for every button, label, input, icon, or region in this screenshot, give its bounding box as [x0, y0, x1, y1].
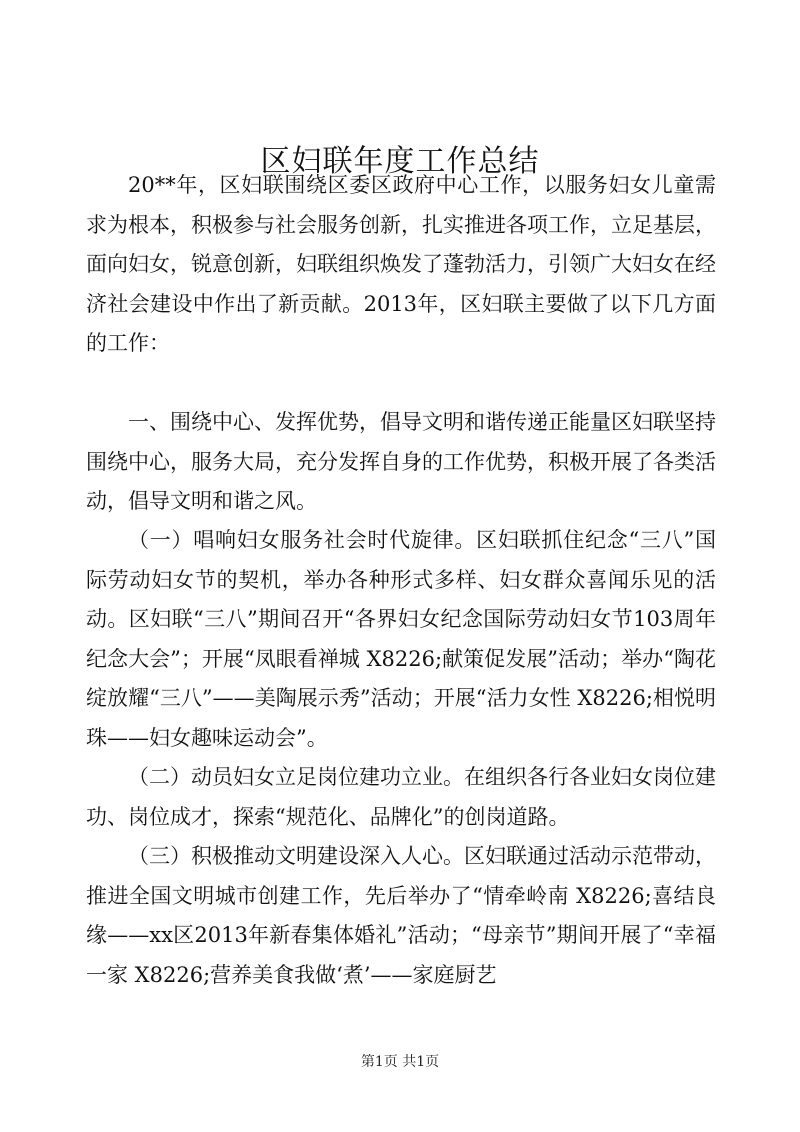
paragraph-section-one: 一、围绕中心、发挥优势，倡导文明和谐传递正能量区妇联坚持围绕中心，服务大局，充分发挥自身的工作优势，积极开展了各类活动，倡导文明和谐之风。: [86, 410, 716, 513]
paragraph-item-two: （二）动员妇女立足岗位建功立业。在组织各行各业妇女岗位建功、岗位成才，探索“规范化、品牌化”的创岗道路。: [86, 765, 716, 829]
paragraph-item-one: （一）唱响妇女服务社会时代旋律。区妇联抓住纪念“三八”国际劳动妇女节的契机，举办各种形式多样、妇女群众喜闻乐见的活动。区妇联“三八”期间召开“各界妇女纪念国际劳动妇女节103周年纪念大会”；开展“凤眼看禅城 X8226;献策促发展”活动；举办“陶花绽放耀“三八”——美陶展示秀”活动；开展“活力女性 X8226;相悦明珠——妇女趣味运动会”。: [86, 528, 716, 750]
page-footer: 第1页 共1页: [360, 1054, 440, 1070]
paragraph-item-three: （三）积极推动文明建设深入人心。区妇联通过活动示范带动，推进全国文明城市创建工作，先后举办了“情牵岭南 X8226;喜结良缘——xx区2013年新春集体婚礼”活动；“母亲节”期间开展了“幸福一家 X8226;营养美食我做‘煮’——家庭厨艺: [86, 844, 716, 987]
document-title: 区妇联年度工作总结: [260, 144, 540, 179]
paragraph-intro: 20**年，区妇联围绕区委区政府中心工作，以服务妇女儿童需求为根本，积极参与社会服务创新，扎实推进各项工作，立足基层，面向妇女，锐意创新，妇联组织焕发了蓬勃活力，引领广大妇女在经济社会建设中作出了新贡献。2013年，区妇联主要做了以下几方面的工作：: [86, 173, 716, 355]
